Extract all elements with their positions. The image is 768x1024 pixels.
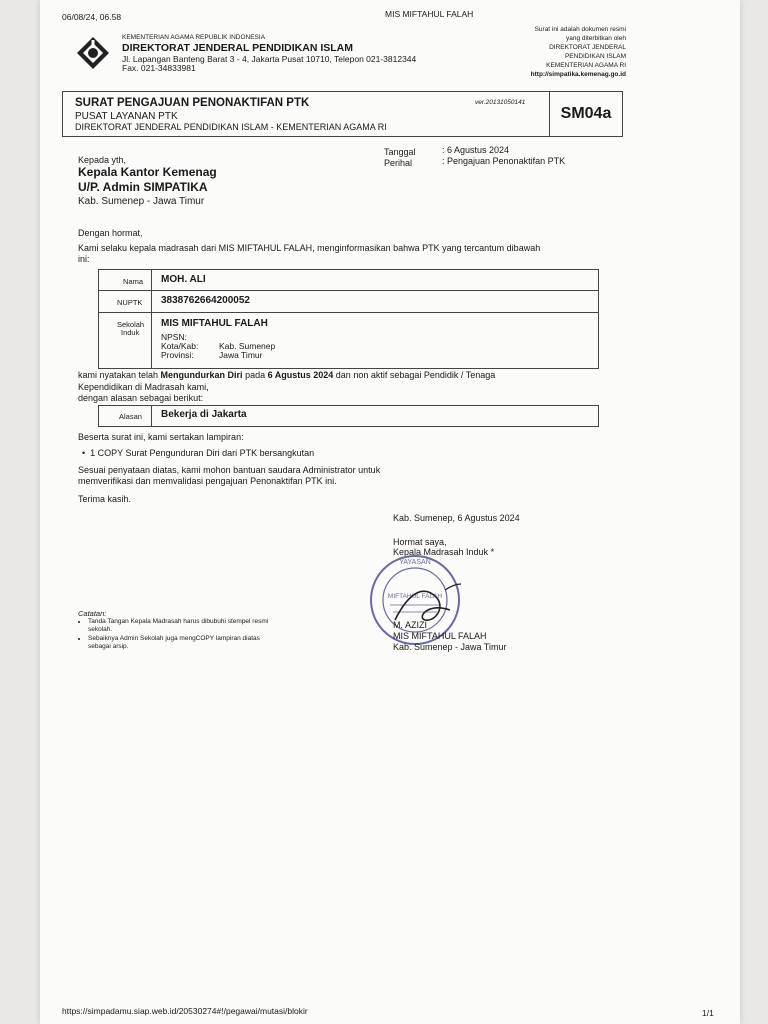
note-line: DIREKTORAT JENDERAL [549,44,626,51]
statement-line-1: kami nyatakan telah Mengundurkan Diri pada 6 Agustus 2024 dan non aktif sebagai Pendidik / Tenaga [78,370,496,380]
kota-value: Kab. Sumenep [219,341,276,351]
provinsi-value: Jawa Timur [219,350,263,360]
ptk-table-divider [151,270,152,368]
recipient-line-2: U/P. Admin SIMPATIKA [78,180,208,194]
sign-salam: Hormat saya, [393,537,447,547]
document-page [40,0,740,1024]
website-link[interactable]: http://simpatika.kemenag.go.id [530,71,626,78]
nama-value: MOH. ALI [161,274,206,285]
reason-label: Alasan [119,412,142,421]
nuptk-value: 3838762664200052 [161,295,250,306]
provinsi-label: Provinsi: [161,350,194,360]
closing-line-1: Sesuai penyataan diatas, kami mohon bantuan saudara Administrator untuk [78,465,381,475]
reason-table-divider [151,406,152,426]
ptk-row-divider [99,290,598,291]
form-code: SM04a [549,92,622,136]
signer-school: MIS MIFTAHUL FALAH [393,631,487,641]
directorate-name: DIREKTORAT JENDERAL PENDIDIKAN ISLAM [122,42,354,54]
form-header-box [62,91,623,137]
form-org: DIREKTORAT JENDERAL PENDIDIKAN ISLAM - KEMENTERIAN AGAMA RI [75,122,387,132]
footer-page: 1/1 [702,1008,714,1018]
induk-label: Induk [121,328,140,337]
closing-line-2: memverifikasi dan memvalidasi pengajuan Penonaktifan PTK ini. [78,476,337,486]
svg-text:MIFTAHUL FALAH: MIFTAHUL FALAH [387,593,443,600]
note-item: • Tanda Tangan Kepala Madrasah harus dibubuhi stempel resmi sekolah. [88,618,278,633]
svg-text:YAYASAN: YAYASAN [399,559,431,566]
nama-label: Nama [123,277,144,286]
intro-line-1: Kami selaku kepala madrasah dari MIS MIFTAHUL FALAH, menginformasikan bahwa PTK yang tercantum dibawah [78,243,541,253]
ptk-row-divider [99,312,598,313]
attachment-intro: Beserta surat ini, kami sertakan lampiran: [78,432,244,442]
note-item: • Sebaiknya Admin Sekolah juga mengCOPY lampiran diatas sebagai arsip. [88,635,278,650]
perihal-label: Perihal [384,158,413,168]
notes-list [78,618,278,652]
print-datetime: 06/08/24, 06.58 [62,12,122,22]
form-subtitle: PUSAT LAYANAN PTK [75,111,178,122]
form-title: SURAT PENGAJUAN PENONAKTIFAN PTK [75,97,310,109]
nuptk-label: NUPTK [117,298,143,307]
attachment-item: • 1 COPY Surat Pengunduran Diri dari PTK bersangkutan [82,448,315,458]
thanks: Terima kasih. [78,494,132,504]
recipient-line-3: Kab. Sumenep - Jawa Timur [78,196,205,207]
sign-role: Kepala Madrasah Induk * [393,547,495,557]
reason-value: Bekerja di Jakarta [161,409,247,420]
directorate-address: Jl. Lapangan Banteng Barat 3 - 4, Jakarta Pusat 10710, Telepon 021-3812344 [122,54,417,64]
ptk-table [98,269,599,369]
intro-line-2: ini: [78,254,90,264]
print-title: MIS MIFTAHUL FALAH [385,9,474,19]
note-line: Surat ini adalah dokumen resmi [534,26,626,33]
notes-title: Catatan: [78,609,107,618]
form-version: ver.20131050141 [475,99,526,106]
npsn-label: NPSN: [161,332,187,342]
greeting: Dengan hormat, [78,228,143,238]
tanggal-value: : 6 Agustus 2024 [442,145,510,155]
footer-url[interactable]: https://simpadamu.siap.web.id/20530274#!/pegawai/mutasi/blokir [62,1006,308,1016]
statement-line-2: Kependidikan di Madrasah kami, [78,382,209,392]
directorate-fax: Fax. 021-34833981 [122,63,196,73]
sekolah-label: Sekolah [117,320,145,329]
signer-region: Kab. Sumenep - Jawa Timur [393,642,507,652]
ministry-name: KEMENTERIAN AGAMA REPUBLIK INDONESIA [122,34,266,41]
kota-label: Kota/Kab: [161,341,199,351]
note-line: KEMENTERIAN AGAMA RI [546,62,626,69]
school-name: MIS MIFTAHUL FALAH [161,318,268,329]
perihal-value: : Pengajuan Penonaktifan PTK [442,156,566,166]
ministry-logo-icon [76,36,110,70]
recipient-line-1: Kepala Kantor Kemenag [78,165,217,179]
sign-place-date: Kab. Sumenep, 6 Agustus 2024 [393,513,520,523]
signer-name: M. AZIZI [393,620,428,630]
note-line: PENDIDIKAN ISLAM [564,53,626,60]
note-line: yang diterbitkan oleh [566,35,626,42]
reason-table [98,405,599,427]
statement-line-3: dengan alasan sebagai berikut: [78,393,204,403]
kepada-label: Kepada yth, [78,155,127,165]
document-note [486,25,626,79]
tanggal-label: Tanggal [384,147,416,157]
